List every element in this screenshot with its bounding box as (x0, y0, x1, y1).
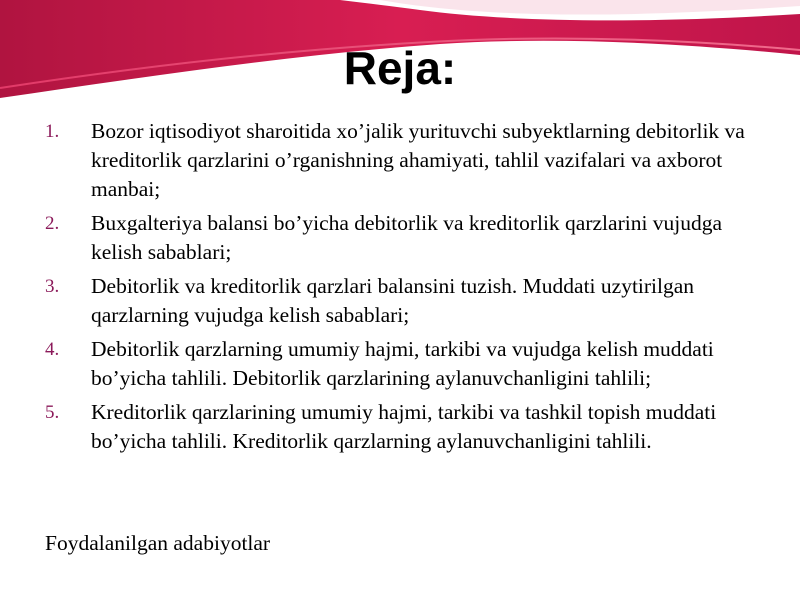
list-item-text: Kreditorlik qarzlarining umumiy hajmi, tarkibi va tashkil topish muddati bo’yicha tahlili. Kreditorlik qarzlarning aylanuvchanligini tahlili. (91, 400, 717, 453)
list-item-number: 3. (45, 276, 60, 297)
list-item-text: Debitorlik qarzlarning umumiy hajmi, tarkibi va vujudga kelish muddati bo’yicha tahlili. Debitorlik qarzlarining aylanuvchanligini tahlili; (91, 337, 714, 390)
list-item-text: Bozor iqtisodiyot sharoitida xo’jalik yurituvchi subyektlarning debitorlik va kreditorlik qarzlarini o’rganishning ahamiyati, tahlil vazifalari va axborot manbai; (91, 119, 745, 201)
list-item (0, 117, 800, 204)
references-line: Foydalanilgan adabiyotlar (45, 531, 271, 555)
list-item-number: 1. (45, 121, 60, 142)
list-item-number: 5. (45, 402, 60, 423)
page-title: Reja: (343, 42, 457, 94)
list-item (0, 209, 800, 267)
list-item-number: 2. (45, 213, 60, 234)
list-item (0, 335, 800, 393)
list-item (0, 272, 800, 330)
list-item-text: Debitorlik va kreditorlik qarzlari balansini tuzish. Muddati uzytirilgan qarzlarning vujudga kelish sabablari; (91, 274, 695, 327)
list-item-number: 4. (45, 339, 60, 360)
list-item-text: Buxgalteriya balansi bo’yicha debitorlik va kreditorlik qarzlarini vujudga kelish sabablari; (91, 211, 723, 264)
list-item (0, 398, 800, 456)
plan-list (0, 117, 800, 461)
